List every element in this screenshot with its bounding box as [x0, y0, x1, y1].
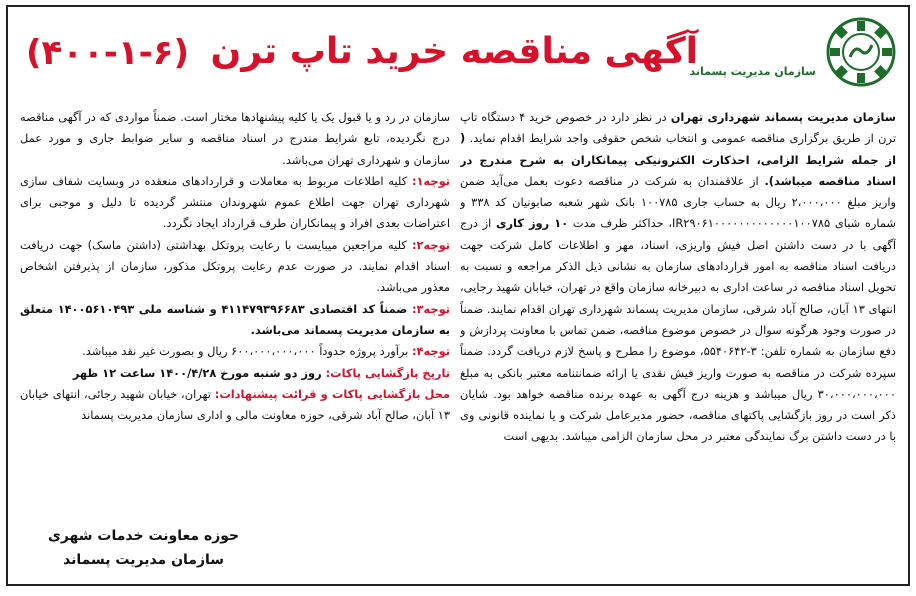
note-4 [20, 341, 450, 362]
signature-line-2: سازمان مدیریت پسماند [63, 552, 225, 568]
deadline-days: ۱۰ روز کاری [496, 216, 569, 231]
signature-line-1: حوزه معاونت خدمات شهری [48, 528, 240, 544]
note-3-text: ضمناً کد اقتصادی ۴۱۱۴۷۹۳۹۶۶۸۳ و شناسه ملی ۱۴۰۰۵۶۱۰۴۹۳ متعلق به سازمان مدیریت پسماند می‌باشد. [20, 301, 450, 337]
tender-advertisement [6, 5, 910, 586]
opening-place-label: محل بازگشایی پاکات و قرائت پیشنهادات: [214, 386, 450, 401]
note-1-label: توجه۱: [411, 173, 450, 188]
page-title: آگهی مناقصه خرید تاپ ترن [210, 31, 698, 72]
note-1-text: کلیه اطلاعات مربوط به معاملات و قراردادهای منعقده در وبسایت شفاف سازی شهرداری تهران جهت اطلاع عموم شهروندان منتشر گردیده تا دلیل و موجبی برای اعتراضات بعدی افراد و پیمانکاران طرف قرارداد ایجاد نگردد. [20, 173, 450, 231]
note-1 [20, 171, 450, 235]
right-column [460, 107, 896, 578]
note-2-text: کلیه مراجعین میبایست با رعایت پروتکل بهداشتی (داشتن ماسک) جهت دریافت اسناد اقدام نمایند. در صورت عدم رعایت پروتکل مذکور، سازمان از پذیرفتن اشخاص معذور می‌باشد. [20, 237, 450, 295]
opening-date-label: تاریخ بازگشایی پاکات: [325, 365, 450, 380]
left-column [20, 107, 450, 578]
organization-logo-icon [824, 15, 898, 89]
requirement-note: ( از جمله شرایط الزامی، احذکارت الکترونیکی پیمانکاران به شرح مندرج در اسناد مناقصه میباشد). [460, 131, 896, 188]
opening-place-text: تهران، خیابان شهید رجائی، انتهای خیابان ۱۳ آبان، صالح آباد شرقی، حوزه معاونت مالی و اداری سازمان مدیریت پسماند [20, 386, 450, 423]
note-2-label: توجه۲: [411, 237, 450, 252]
opening-place [20, 384, 450, 427]
note-4-text: برآورد پروژه حدوداً ۶۰۰،۰۰۰،۰۰۰،۰۰۰ ریال و بصورت غیر نقد میباشد. [82, 344, 412, 359]
intro-paragraph: سازمان در رد و یا قبول یک یا کلیه پیشنهادها مختار است. ضمناً مواردی که در آگهی مناقصه درج نگردیده، تابع شرایط مندرج در اسناد مناقصه و سایر ضوابط جاری و مورد عمل سازمان و شهرداری تهران می‌باشد. [20, 110, 450, 167]
header [8, 7, 908, 101]
text-segment: در نظر دارد در خصوص خرید ۴ دستگاه تاپ ترن از طریق برگزاری مناقصه عمومی و انتخاب شخص حقوقی واجد شرایط اقدام نماید. [460, 110, 896, 146]
note-3-label: توجه۳: [411, 301, 450, 316]
org-name-small: سازمان مدیریت پسماند [689, 65, 816, 78]
text-segment: از علاقمندان به شرکت در مناقصه دعوت بعمل می‌آید ضمن واریز مبلغ ۲،۰۰۰،۰۰۰ ریال به حساب جاری ۱۰۰۷۸۵ بانک شهر شعبه صابونیان کد ۳۳۸ و شماره شبای IR۲۹۰۶۱۰۰۰۰۰۰۰۰۰۰۰۰۰۱۰۰۷۸۵، حداکثر ظرف مدت [460, 173, 896, 231]
org-name-bold: سازمان مدیریت پسماند شهرداری تهران [670, 110, 896, 124]
note-3 [20, 299, 450, 342]
note-4-label: توجه۴: [411, 344, 450, 359]
opening-date [20, 363, 450, 384]
signature [48, 524, 239, 572]
tender-code: (۴۰۰-۱-۶) [26, 33, 190, 73]
main-paragraph [460, 107, 896, 448]
text-segment: از درج آگهی با در دست داشتن اصل فیش واریزی، اسناد، مهر و اطلاعات کامل شرکت جهت دریافت اسناد مناقصه به امور قراردادهای سازمان به نشانی ذیل الذکر مراجعه و نسبت به تحویل اسناد مناقصه در ساعت اداری به دبیرخانه سازمان واقع در تهران، خیابان شهید رجایی، انتهای ۱۳ آبان، صالح آباد شرقی، سازمان مدیریت پسماند شهرداری تهران اقدام نمایند. ضمناً در صورت وجود هرگونه سوال در خصوص موضوع مناقصه، ضمن تماس با معاونت پردازش و دفع سازمان به شماره تلفن: ۳-۵۵۴۰۶۴۲، موضوع را مطرح و پاسخ لازم دریافت گردد. ضمناً سپرده شرکت در مناقصه به صورت واریز فیش نقدی یا ارائه ضمانتنامه معتبر بانکی به مبلغ ۳۰،۰۰۰،۰۰۰،۰۰۰ ریال میباشد و هزینه درج آگهی به عهده برنده مناقصه خواهد بود. شایان ذکر است در روز بازگشایی پاکتهای مناقصه، حضور مدیرعامل شرکت و یا نماینده قانونی وی با در دست داشتن برگ نمایندگی معتبر در محل سازمان الزامی میباشد. بدیهی است [460, 216, 896, 444]
opening-date-text: روز دو شنبه مورخ ۱۴۰۰/۴/۲۸ ساعت ۱۲ ظهر [72, 365, 326, 380]
note-2 [20, 235, 450, 299]
